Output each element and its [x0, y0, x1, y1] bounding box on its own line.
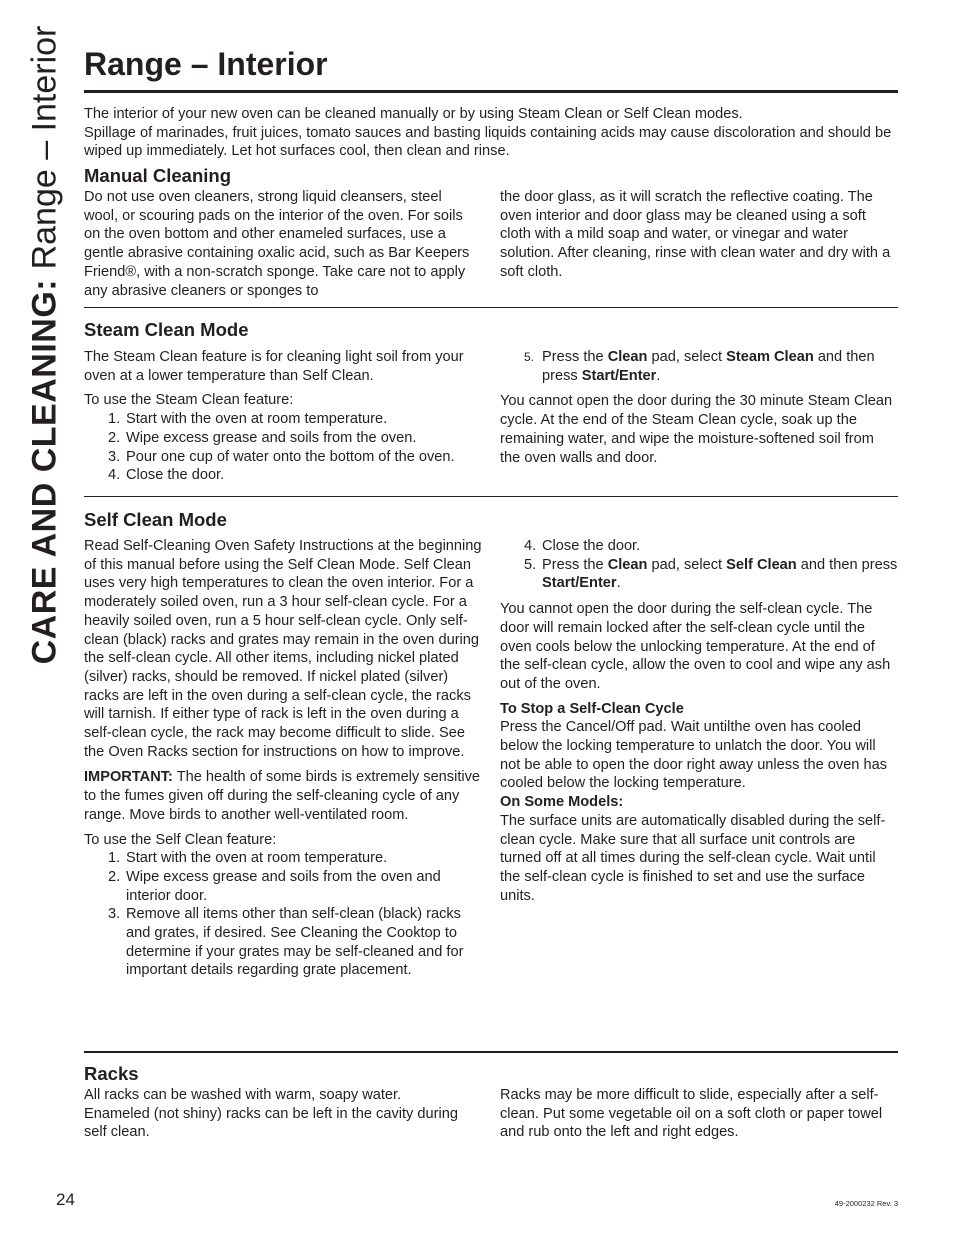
- racks-left: All racks can be washed with warm, soapy water. Enameled (not shiny) racks can be left in the cavity during self clean.: [84, 1087, 458, 1141]
- document-code: 49-2000232 Rev. 3: [834, 1199, 898, 1208]
- steam-step5: 5. Press the Clean pad, select Steam Clean and then press Start/Enter.: [524, 349, 875, 384]
- self-intro: Read Self-Cleaning Oven Safety Instructions at the beginning of this manual before using the Self Clean Mode. Self Clean uses very high temperatures to clean the oven interior. For a moderately soiled oven, run a 3 hour self-clean cycle. For a heavily soiled oven, run a 5 hour self-clean cycle. Only self-clean (black) racks and grates may remain in the oven during the self-clean cycle. All other items, including nickel plated (silver) racks, should be removed. If nickel plated (silver) racks are left in the oven during a self-clean cycle, the racks will tarnish. If either type of rack is left in the oven during a self-clean cycle, the rack may become difficult to slide. See the Oven Racks section for instructions on how to improve.: [84, 538, 482, 760]
- self-heading: Self Clean Mode: [84, 509, 227, 530]
- self-step: 4. Close the door.: [524, 538, 641, 554]
- models-text: The surface units are automatically disabled during the self-clean cycle. Make sure that all surface unit controls are turned off at all times during the self-clean cycle. Wait until the self-clean cycle is finished to set and use the surface units.: [500, 812, 886, 904]
- steam-note: You cannot open the door during the 30 minute Steam Clean cycle. At the end of the Steam Clean cycle, soak up the remaining water, and wipe the moisture-softened soil from the oven walls and door.: [500, 393, 893, 466]
- racks-heading: Racks: [84, 1063, 139, 1084]
- self-step: 1. Start with the oven at room temperature.: [108, 850, 388, 867]
- self-step: 2. Wipe excess grease and soils from the oven and interior door.: [108, 868, 441, 904]
- self-right: [500, 537, 898, 905]
- steam-step: 4. Close the door.: [108, 467, 225, 484]
- divider-1: [84, 307, 898, 308]
- steam-intro: The Steam Clean feature is for cleaning light soil from your oven at a lower temperature than Self Clean.: [84, 349, 464, 384]
- steam-step: 2. Wipe excess grease and soils from the oven.: [108, 429, 417, 446]
- self-step: 5. Press the Clean pad, select Self Clean and then press Start/Enter.: [524, 556, 898, 592]
- manual-left: Do not use oven cleaners, strong liquid cleansers, steel wool, or scouring pads on the interior of the oven. For soils on the oven bottom and other enameled surfaces, use a gentle abrasive containing oxalic acid, such as Bar Keepers Friend®, with a non-scratch sponge. Take care not to apply any abrasive cleaners or sponges to: [84, 189, 470, 299]
- steam-heading: Steam Clean Mode: [84, 319, 249, 340]
- manual-right: the door glass, as it will scratch the reflective coating. The oven interior and door glass may be cleaned using a soft cloth with a mild soap and water, or vinegar and water solution. After cleaning, rinse with clean water and dry with a soft cloth.: [500, 189, 891, 280]
- self-note: You cannot open the door during the self-clean cycle. The door will remain locked after the self-clean cycle until the oven cools below the unlocking temperature. At the end of the self-clean cycle, allow the oven to cool and wipe any ash out of the oven.: [500, 601, 891, 692]
- side-tab-text: [26, 26, 65, 665]
- divider-3: [84, 1051, 898, 1053]
- self-important: IMPORTANT: The health of some birds is extremely sensitive to the fumes given off during the self-cleaning cycle of any range. Move birds to another well-ventilated room.: [84, 769, 481, 823]
- steam-steps: [84, 410, 484, 485]
- stop-text: Press the Cancel/Off pad. Wait untilthe oven has cooled below the locking temperature to unlatch the door. You will not be able to open the door right away unless the oven has cooled below the locking temperature.: [500, 719, 888, 792]
- side-tab: [22, 25, 68, 665]
- models-heading: On Some Models:: [500, 794, 624, 811]
- intro-line-1: The interior of your new oven can be cleaned manually or by using Steam Clean or Self Clean modes.: [84, 106, 743, 122]
- self-left: [84, 537, 482, 980]
- self-to-use: To use the Self Clean feature:: [84, 831, 277, 848]
- steam-step: 3. Pour one cup of water onto the bottom of the oven.: [108, 448, 455, 465]
- side-tab-bold: CARE AND CLEANING:: [25, 278, 64, 665]
- self-steps: [84, 849, 482, 980]
- stop-heading: To Stop a Self-Clean Cycle: [500, 700, 684, 717]
- page-title: Range – Interior: [84, 46, 328, 82]
- manual-heading: Manual Cleaning: [84, 165, 231, 186]
- self-step: 3. Remove all items other than self-clean (black) racks and grates, if desired. See Cleaning the Cooktop to determine if your grates may be self-cleaned and for important details regarding grate placement.: [108, 906, 464, 979]
- page-number: 24: [56, 1190, 75, 1209]
- steam-left: [84, 348, 484, 485]
- self-steps-cont: [500, 537, 898, 593]
- steam-to-use: To use the Steam Clean feature:: [84, 392, 294, 409]
- steam-step: 1. Start with the oven at room temperature.: [108, 411, 388, 428]
- divider-2: [84, 496, 898, 497]
- title-rule: [84, 90, 898, 93]
- intro-line-2: Spillage of marinades, fruit juices, tomato sauces and basting liquids containing acids may cause discoloration and should be wiped up immediately. Let hot surfaces cool, then clean and rinse.: [84, 124, 892, 160]
- steam-right: [500, 348, 898, 467]
- side-tab-light: Range – Interior: [25, 25, 64, 279]
- intro: [84, 105, 898, 161]
- racks-right: Racks may be more difficult to slide, especially after a self-clean. Put some vegetable oil on a soft cloth or paper towel and rub onto the left and right edges.: [500, 1087, 883, 1141]
